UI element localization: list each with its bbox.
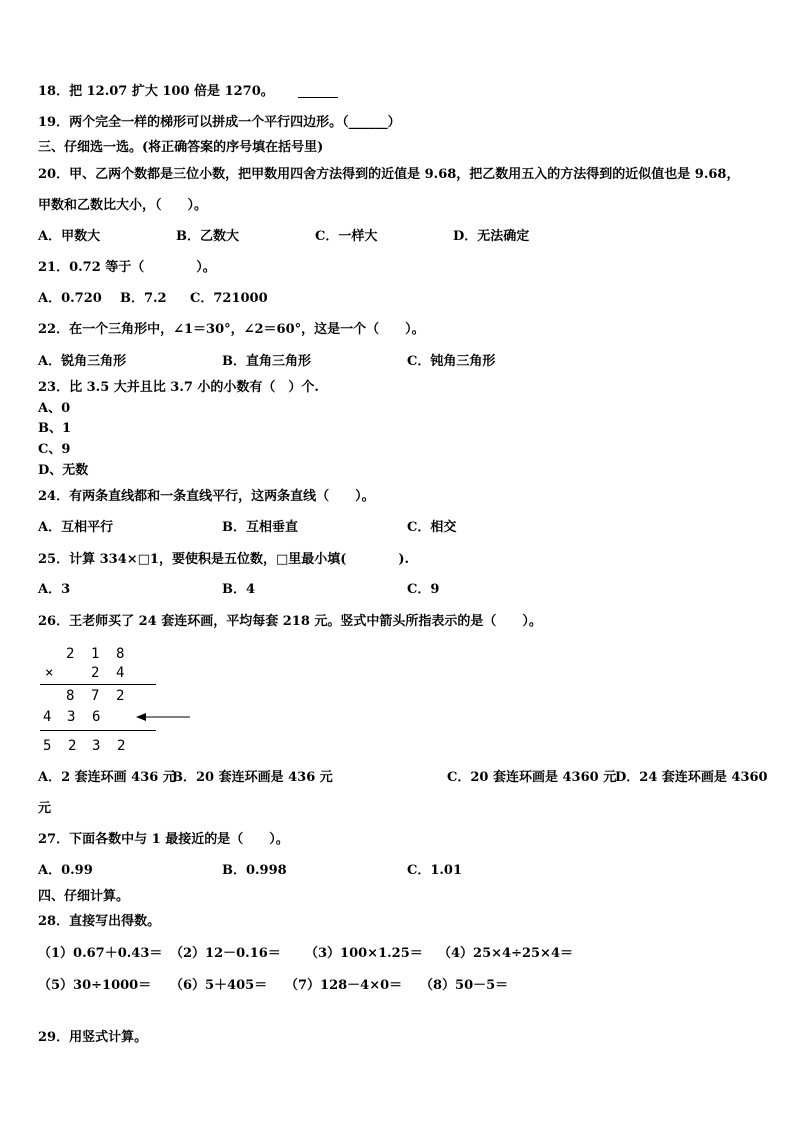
option-d: D．24 套连环画是 4360	[615, 770, 768, 785]
option-a: A．甲数大	[38, 229, 101, 244]
question-19: 19．两个完全一样的梯形可以拼成一个平行四边形。（______）	[38, 115, 401, 130]
left-arrow-icon	[136, 711, 192, 723]
digit: 2	[116, 688, 125, 704]
digit: 4	[43, 709, 52, 725]
option-c: C．钝角三角形	[407, 354, 496, 369]
option-b: B．7.2	[120, 291, 167, 306]
rule-line	[40, 730, 156, 731]
calc-item: （7）128－4×0＝	[285, 978, 403, 993]
calc-item: （1）0.67＋0.43＝	[38, 946, 163, 961]
question-23: 23．比 3.5 大并且比 3.7 小的小数有（ ）个.	[38, 380, 319, 395]
calc-item: （6）5＋405＝	[170, 978, 268, 993]
option-c: C．20 套连环画是 4360 元	[447, 770, 617, 785]
option-a: A．0.720	[38, 291, 102, 306]
digit: 2	[91, 665, 100, 681]
digit: 2	[117, 738, 126, 754]
option-c: C．相交	[407, 520, 457, 535]
option-a: A．3	[38, 582, 71, 597]
digit: 5	[43, 738, 52, 754]
question-27: 27．下面各数中与 1 最接近的是（ ）。	[38, 832, 289, 847]
question-26: 26．王老师买了 24 套连环画，平均每套 218 元。竖式中箭头所指表示的是（ ）。	[38, 614, 542, 629]
question-21: 21．0.72 等于（ ）。	[38, 260, 216, 275]
digit: 2	[68, 738, 77, 754]
calc-item: （3）100×1.25＝	[305, 946, 423, 961]
option-d: D．无法确定	[453, 229, 530, 244]
section-4-heading: 四、仔细计算。	[38, 889, 130, 904]
option-a: A．0.99	[38, 863, 93, 878]
calc-item: （2）12－0.16＝	[170, 946, 281, 961]
option-d: D、无数	[38, 463, 89, 478]
option-c: C．9	[407, 582, 440, 597]
option-b: B．20 套连环画是 436 元	[172, 770, 333, 785]
digit: 1	[91, 646, 100, 662]
option-c: C．721000	[190, 291, 268, 306]
digit: 8	[66, 688, 75, 704]
option-c: C．一样大	[315, 229, 378, 244]
option-d-continuation: 元	[38, 801, 52, 816]
question-20-line2: 甲数和乙数比大小，（ ）。	[38, 198, 208, 213]
digit: 3	[92, 738, 101, 754]
option-b: B．乙数大	[176, 229, 239, 244]
section-3-heading: 三、仔细选一选。(将正确答案的序号填在括号里)	[38, 140, 324, 155]
question-20-line1: 20．甲、乙两个数都是三位小数，把甲数用四舍方法得到的近值是 9.68，把乙数用五入的方法得到的近似值也是 9.68，	[38, 167, 740, 182]
option-b: B．直角三角形	[222, 354, 311, 369]
option-b: B．互相垂直	[222, 520, 298, 535]
option-b: B．4	[222, 582, 256, 597]
question-22: 22．在一个三角形中，∠1＝30°，∠2＝60°，这是一个（ ）。	[38, 322, 425, 337]
option-c: C．1.01	[407, 863, 463, 878]
option-a: A．互相平行	[38, 520, 114, 535]
rule-line	[40, 684, 156, 685]
question-24: 24．有两条直线都和一条直线平行，这两条直线（ ）。	[38, 489, 375, 504]
times-sign: ×	[45, 665, 54, 681]
option-b: B、1	[38, 421, 72, 436]
option-c: C、9	[38, 442, 71, 457]
digit: 6	[92, 709, 101, 725]
digit: 4	[116, 665, 125, 681]
option-a: A、0	[38, 401, 71, 416]
question-29: 29．用竖式计算。	[38, 1030, 148, 1045]
question-18: 18．把 12.07 扩大 100 倍是 1270。	[38, 84, 274, 99]
question-25: 25．计算 334×□1，要使积是五位数，□里最小填( ).	[38, 552, 410, 567]
calc-item: （4）25×4÷25×4＝	[438, 946, 573, 961]
calc-item: （5）30÷1000＝	[38, 978, 152, 993]
digit: 3	[67, 709, 76, 725]
option-b: B．0.998	[222, 863, 287, 878]
digit: 8	[116, 646, 125, 662]
digit: 7	[91, 688, 100, 704]
option-a: A．2 套连环画 436 元	[38, 770, 176, 785]
calc-item: （8）50－5＝	[420, 978, 509, 993]
digit: 2	[66, 646, 75, 662]
option-a: A．锐角三角形	[38, 354, 127, 369]
answer-blank	[298, 97, 338, 98]
question-28: 28．直接写出得数。	[38, 914, 161, 929]
